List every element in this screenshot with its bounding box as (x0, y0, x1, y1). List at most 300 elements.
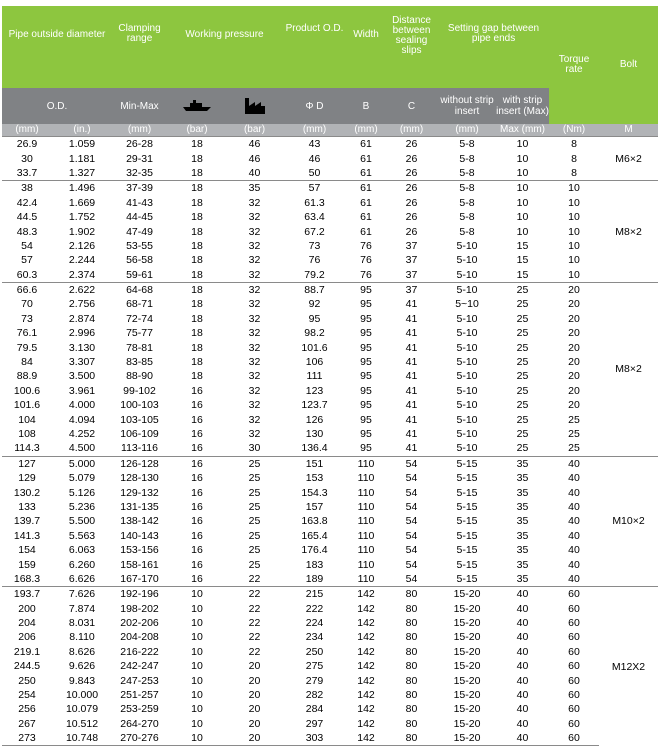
table-cell: 70 (21, 298, 33, 311)
table-row (2, 369, 658, 383)
table-cell: 20 (248, 689, 261, 702)
table-cell: 5.126 (68, 486, 96, 499)
table-cell: 130 (305, 428, 324, 440)
table-cell: 5-10 (456, 341, 478, 354)
table-cell: 206 (18, 631, 36, 644)
table-cell: 95 (360, 442, 372, 455)
table-cell: 140-143 (120, 529, 159, 542)
table-cell: 142 (347, 587, 385, 602)
table-cell: 54 (405, 472, 418, 485)
table-cell: 79.2 (304, 268, 325, 281)
table-cell: 254 (18, 689, 36, 702)
table-cell: 41 (405, 341, 418, 354)
table-cell: 256 (18, 703, 36, 716)
table-cell: 10.000 (65, 689, 99, 702)
table-cell: 10 (191, 645, 203, 658)
product-od-header: Product O.D. (282, 6, 347, 88)
table-cell: 20 (248, 674, 261, 687)
table-cell: 153-156 (120, 544, 159, 557)
table-cell: 44-45 (126, 211, 153, 224)
bolt-header: Bolt (599, 6, 658, 124)
table-cell: 18 (191, 327, 203, 340)
table-cell: 95 (360, 298, 372, 311)
table-cell: 57 (282, 181, 347, 196)
table-cell: 26 (405, 211, 418, 224)
table-cell: 5.079 (68, 472, 96, 485)
table-cell: 80 (405, 602, 418, 615)
table-row (2, 239, 658, 253)
table-cell: 127 (2, 456, 52, 471)
table-cell: 98.2 (304, 327, 325, 340)
table-cell: 10 (516, 225, 529, 238)
table-cell: 129-132 (120, 486, 159, 499)
table-cell: 25 (248, 500, 261, 513)
table-cell: 18 (191, 370, 203, 383)
table-cell: 5-10 (456, 370, 478, 383)
table-cell: 244.5 (13, 660, 41, 673)
table-cell: 5-8 (459, 152, 475, 165)
table-cell: 95 (360, 341, 372, 354)
table-cell: 37 (405, 268, 418, 281)
table-row (2, 253, 658, 267)
table-row (2, 151, 658, 165)
table-cell: 80 (385, 587, 438, 602)
table-cell: 75-77 (126, 327, 153, 340)
table-cell: 47-49 (126, 225, 153, 238)
table-cell: 10 (568, 225, 580, 238)
table-cell: 22 (248, 631, 261, 644)
table-cell: 5-15 (456, 472, 478, 485)
table-cell: 40 (568, 472, 580, 485)
table-cell: 5-8 (459, 166, 475, 179)
table-cell: 40 (516, 689, 529, 702)
table-cell: 100-103 (120, 399, 159, 412)
table-cell: 15-20 (453, 703, 481, 716)
table-cell: 142 (357, 703, 375, 716)
table-cell: 18 (167, 282, 227, 297)
table-row (2, 630, 658, 644)
table-cell: 264-270 (120, 717, 159, 730)
table-cell: 10.748 (52, 731, 112, 746)
table-cell: 33.7 (16, 166, 38, 179)
table-cell: 18 (191, 196, 203, 209)
table-cell: 3.961 (68, 384, 96, 397)
unit-cell: (bar) (227, 124, 282, 137)
table-cell: 234 (305, 631, 324, 644)
table-cell: 26 (405, 152, 418, 165)
table-cell: 25 (248, 472, 261, 485)
factory-icon (227, 88, 282, 124)
table-cell: 35 (516, 558, 529, 571)
table-cell: 88.7 (282, 282, 347, 297)
table-body (2, 137, 658, 746)
table-cell: 30 (21, 152, 33, 165)
table-cell: 193.7 (2, 587, 52, 602)
table-cell: 2.244 (68, 254, 96, 267)
table-cell: 5.236 (68, 500, 96, 513)
table-cell: 4.252 (68, 428, 96, 440)
table-cell: 2.996 (68, 327, 96, 340)
table-cell: 61 (360, 196, 372, 209)
table-cell: 32 (248, 254, 261, 267)
table-cell: 18 (191, 254, 203, 267)
table-cell: 41 (405, 312, 418, 325)
table-cell: 66.6 (2, 282, 52, 297)
table-cell: 104 (18, 413, 36, 426)
table-cell: 200 (18, 602, 36, 615)
table-cell: 41 (405, 384, 418, 397)
table-cell: 5-15 (456, 500, 478, 513)
table-row (2, 210, 658, 224)
clamping-header: Clamping range (112, 6, 167, 88)
table-cell: 5-10 (456, 413, 478, 426)
table-cell: 32 (248, 356, 261, 369)
table-cell: 80 (405, 645, 418, 658)
table-cell: 25 (516, 384, 529, 397)
table-cell: 303 (282, 731, 347, 746)
table-row (2, 268, 658, 283)
table-cell: 2.622 (52, 282, 112, 297)
table-cell: 60 (568, 660, 580, 673)
table-cell: 154.3 (301, 486, 328, 499)
table-cell: 88-90 (126, 370, 153, 383)
table-cell: 35 (516, 529, 529, 542)
table-cell: 25 (568, 442, 580, 455)
table-cell: 16 (191, 486, 203, 499)
table-cell: 32 (248, 298, 261, 311)
table-cell: 41 (405, 413, 418, 426)
table-cell: 5-15 (456, 558, 478, 571)
table-cell: 282 (305, 689, 324, 702)
table-cell: 126 (305, 413, 324, 426)
bolt-cell: M8×2 (599, 181, 658, 283)
table-cell: 142 (357, 717, 375, 730)
table-cell: 95 (347, 282, 385, 297)
table-cell: 80 (405, 631, 418, 644)
table-cell: 60 (568, 703, 580, 716)
table-cell: 18 (191, 341, 203, 354)
table-cell: 142 (357, 602, 375, 615)
table-cell: 10 (191, 631, 203, 644)
table-cell: 41 (405, 298, 418, 311)
table-cell: 54 (405, 544, 418, 557)
table-cell: 18 (191, 298, 203, 311)
table-cell: 43 (282, 137, 347, 152)
table-cell: 133 (18, 500, 36, 513)
table-cell: 44.5 (16, 211, 38, 224)
table-row (2, 326, 658, 340)
table-cell: 142 (347, 731, 385, 746)
table-cell: 101.6 (13, 399, 41, 412)
table-cell: 167-170 (120, 572, 159, 585)
table-cell: 242-247 (120, 660, 159, 673)
table-cell: 141.3 (13, 529, 41, 542)
table-cell: 73 (21, 312, 33, 325)
table-cell: 16 (191, 399, 203, 412)
table-cell: 8 (571, 152, 577, 165)
table-cell: 95 (360, 384, 372, 397)
table-cell: 5-10 (456, 254, 478, 267)
table-cell: 5-15 (456, 529, 478, 542)
table-cell: 61 (360, 152, 372, 165)
table-cell: 80 (385, 731, 438, 746)
table-cell: 40 (516, 631, 529, 644)
table-cell: 15-20 (453, 602, 481, 615)
table-cell: 32 (248, 196, 261, 209)
table-cell: 204-208 (120, 631, 159, 644)
table-cell: 5-8 (459, 211, 475, 224)
b-subheader: B (347, 88, 385, 124)
table-cell: 10 (568, 211, 580, 224)
table-cell: 5~10 (455, 298, 479, 311)
table-cell: 10 (496, 137, 549, 152)
table-cell: 26.9 (2, 137, 52, 152)
table-cell: 15 (516, 239, 529, 252)
table-cell: 80 (405, 717, 418, 730)
table-cell: 10 (516, 166, 529, 179)
table-cell: 15-20 (438, 587, 496, 602)
table-cell: 110 (357, 544, 375, 557)
table-cell: 60 (568, 617, 580, 630)
header-row (2, 6, 658, 88)
table-cell: 111 (306, 370, 323, 383)
table-cell: 32 (248, 268, 261, 281)
table-cell: 2.756 (68, 298, 96, 311)
table-cell: 32 (248, 225, 261, 238)
unit-cell: (Nm) (549, 124, 599, 137)
table-cell: 61.3 (304, 196, 325, 209)
table-cell: 68-71 (126, 298, 153, 311)
table-cell: 5-8 (438, 137, 496, 152)
bolt-cell: M12X2 (599, 587, 658, 746)
table-cell: 40 (568, 558, 580, 571)
table-cell: 59-61 (126, 268, 153, 281)
table-cell: 5.000 (52, 456, 112, 471)
setting-gap-header: Setting gap between pipe ends (438, 6, 549, 88)
table-cell: 80 (405, 703, 418, 716)
table-cell: 142 (357, 660, 375, 673)
table-cell: 18 (191, 239, 203, 252)
table-cell: 129 (18, 472, 36, 485)
table-cell: 25 (516, 298, 529, 311)
table-cell: 103-105 (120, 413, 159, 426)
table-cell: 64-68 (112, 282, 167, 297)
table-cell: 32 (248, 211, 261, 224)
table-cell: 204 (18, 617, 36, 630)
table-cell: 106 (305, 356, 324, 369)
unit-cell: Max (mm) (496, 124, 549, 137)
unit-cell: (in.) (52, 124, 112, 137)
table-cell: 22 (227, 587, 282, 602)
table-cell: 40 (568, 572, 580, 585)
table-cell: 20 (568, 399, 580, 412)
table-cell: 216-222 (120, 645, 159, 658)
table-cell: 18 (191, 152, 203, 165)
table-cell: 76.1 (16, 327, 38, 340)
table-cell: 18 (191, 356, 203, 369)
table-row (2, 181, 658, 196)
table-cell: 189 (305, 572, 324, 585)
table-cell: 38 (2, 181, 52, 196)
table-cell: 215 (282, 587, 347, 602)
table-cell: 95 (360, 327, 372, 340)
unit-cell: (mm) (282, 124, 347, 137)
unit-cell: (mm) (347, 124, 385, 137)
table-cell: 25 (227, 456, 282, 471)
table-cell: 5-10 (456, 356, 478, 369)
table-cell: 54 (405, 558, 418, 571)
table-cell: 159 (18, 558, 36, 571)
table-cell: 63.4 (304, 211, 325, 224)
table-cell: 110 (357, 500, 375, 513)
table-cell: 54 (405, 572, 418, 585)
table-cell: 54 (385, 456, 438, 471)
bolt-cell: M6×2 (599, 137, 658, 181)
table-cell: 16 (191, 572, 203, 585)
table-cell: 16 (167, 456, 227, 471)
table-cell: 20 (248, 660, 261, 673)
table-cell: 1.496 (52, 181, 112, 196)
table-cell: 202-206 (120, 617, 159, 630)
table-cell: 5-10 (456, 384, 478, 397)
table-cell: 32 (248, 384, 261, 397)
table-cell: 60 (568, 602, 580, 615)
table-row (2, 412, 658, 426)
table-row (2, 471, 658, 485)
table-cell: 30 (248, 442, 261, 455)
table-cell: 15-20 (438, 731, 496, 746)
table-cell: 20 (248, 717, 261, 730)
table-cell: 20 (568, 384, 580, 397)
table-cell: 2.126 (68, 239, 96, 252)
table-cell: 130.2 (13, 486, 41, 499)
table-cell: 5-15 (456, 486, 478, 499)
table-cell: 40 (549, 456, 599, 471)
table-cell: 6.260 (68, 558, 96, 571)
table-cell: 224 (305, 617, 324, 630)
table-cell: 15-20 (453, 631, 481, 644)
table-cell: 123.7 (301, 399, 328, 412)
table-cell: 10 (568, 254, 580, 267)
table-cell: 15 (516, 254, 529, 267)
table-cell: 61 (347, 181, 385, 196)
table-cell: 25 (516, 399, 529, 412)
table-row (2, 616, 658, 630)
table-row (2, 456, 658, 471)
table-cell: 1.752 (68, 211, 96, 224)
table-cell: 95 (360, 428, 372, 440)
table-cell: 46 (308, 152, 321, 165)
table-row (2, 529, 658, 543)
table-cell: 37 (405, 254, 418, 267)
table-cell: 126-128 (112, 456, 167, 471)
table-cell: 253-259 (120, 703, 159, 716)
unit-cell: M (599, 124, 658, 137)
table-cell: 46 (248, 152, 261, 165)
table-cell: 60 (568, 717, 580, 730)
table-cell: 10 (549, 181, 599, 196)
table-cell: 57 (21, 254, 33, 267)
table-cell: 10 (191, 703, 203, 716)
table-cell: 1.181 (68, 152, 96, 165)
table-cell: 35 (516, 544, 529, 557)
table-cell: 251-257 (120, 689, 159, 702)
table-cell: 25 (248, 486, 261, 499)
table-row (2, 224, 658, 238)
table-cell: 5-10 (456, 327, 478, 340)
table-cell: 163.8 (301, 515, 328, 528)
table-cell: 53-55 (126, 239, 153, 252)
table-cell: 8.110 (69, 631, 95, 644)
table-cell: 92 (308, 298, 321, 311)
units-row (2, 124, 658, 137)
table-cell: 1.059 (52, 137, 112, 152)
table-cell: 8.626 (68, 645, 96, 658)
table-cell: 35 (516, 486, 529, 499)
table-cell: 32 (248, 312, 261, 325)
table-cell: 4.000 (68, 399, 96, 412)
table-cell: 61 (360, 166, 372, 179)
table-cell: 5-15 (438, 456, 496, 471)
table-cell: 25 (516, 356, 529, 369)
table-row (2, 441, 658, 456)
table-cell: 25 (568, 428, 580, 440)
table-cell: 192-196 (112, 587, 167, 602)
table-cell: 5-10 (456, 239, 478, 252)
bolt-cell: M10×2 (599, 456, 658, 587)
table-cell: 20 (227, 731, 282, 746)
table-cell: 61 (347, 137, 385, 152)
table-cell: 50 (308, 166, 321, 179)
table-cell: 157 (305, 500, 324, 513)
table-cell: 1.669 (68, 196, 96, 209)
table-cell: 40 (568, 529, 580, 542)
table-cell: 2.874 (68, 312, 96, 325)
table-cell: 32 (248, 413, 261, 426)
table-cell: 10.079 (65, 703, 99, 716)
table-cell: 80 (405, 689, 418, 702)
table-row (2, 557, 658, 571)
table-cell: 60 (568, 631, 580, 644)
table-cell: 76 (360, 268, 372, 281)
table-row (2, 137, 658, 152)
table-cell: 5-10 (456, 399, 478, 412)
table-cell: 100.6 (13, 384, 41, 397)
table-cell: 20 (568, 370, 580, 383)
table-cell: 1.327 (68, 166, 96, 179)
table-cell: 6.063 (68, 544, 96, 557)
table-cell: 80 (405, 674, 418, 687)
table-cell: 99-102 (123, 384, 156, 397)
table-cell: 40 (496, 587, 549, 602)
table-cell: 1.902 (68, 225, 96, 238)
table-cell: 40 (516, 617, 529, 630)
table-cell: 20 (568, 327, 580, 340)
table-cell: 16 (191, 558, 203, 571)
table-cell: 18 (167, 137, 227, 152)
table-cell: 297 (305, 717, 324, 730)
table-row (2, 355, 658, 369)
table-cell: 35 (516, 500, 529, 513)
table-cell: 22 (248, 572, 261, 585)
table-cell: 142 (357, 674, 375, 687)
table-cell: 2.374 (68, 268, 96, 281)
table-cell: 15-20 (453, 660, 481, 673)
table-cell: 250 (18, 674, 36, 687)
table-cell: 275 (305, 660, 324, 673)
table-cell: 25 (248, 558, 261, 571)
table-cell: 60 (549, 731, 599, 746)
